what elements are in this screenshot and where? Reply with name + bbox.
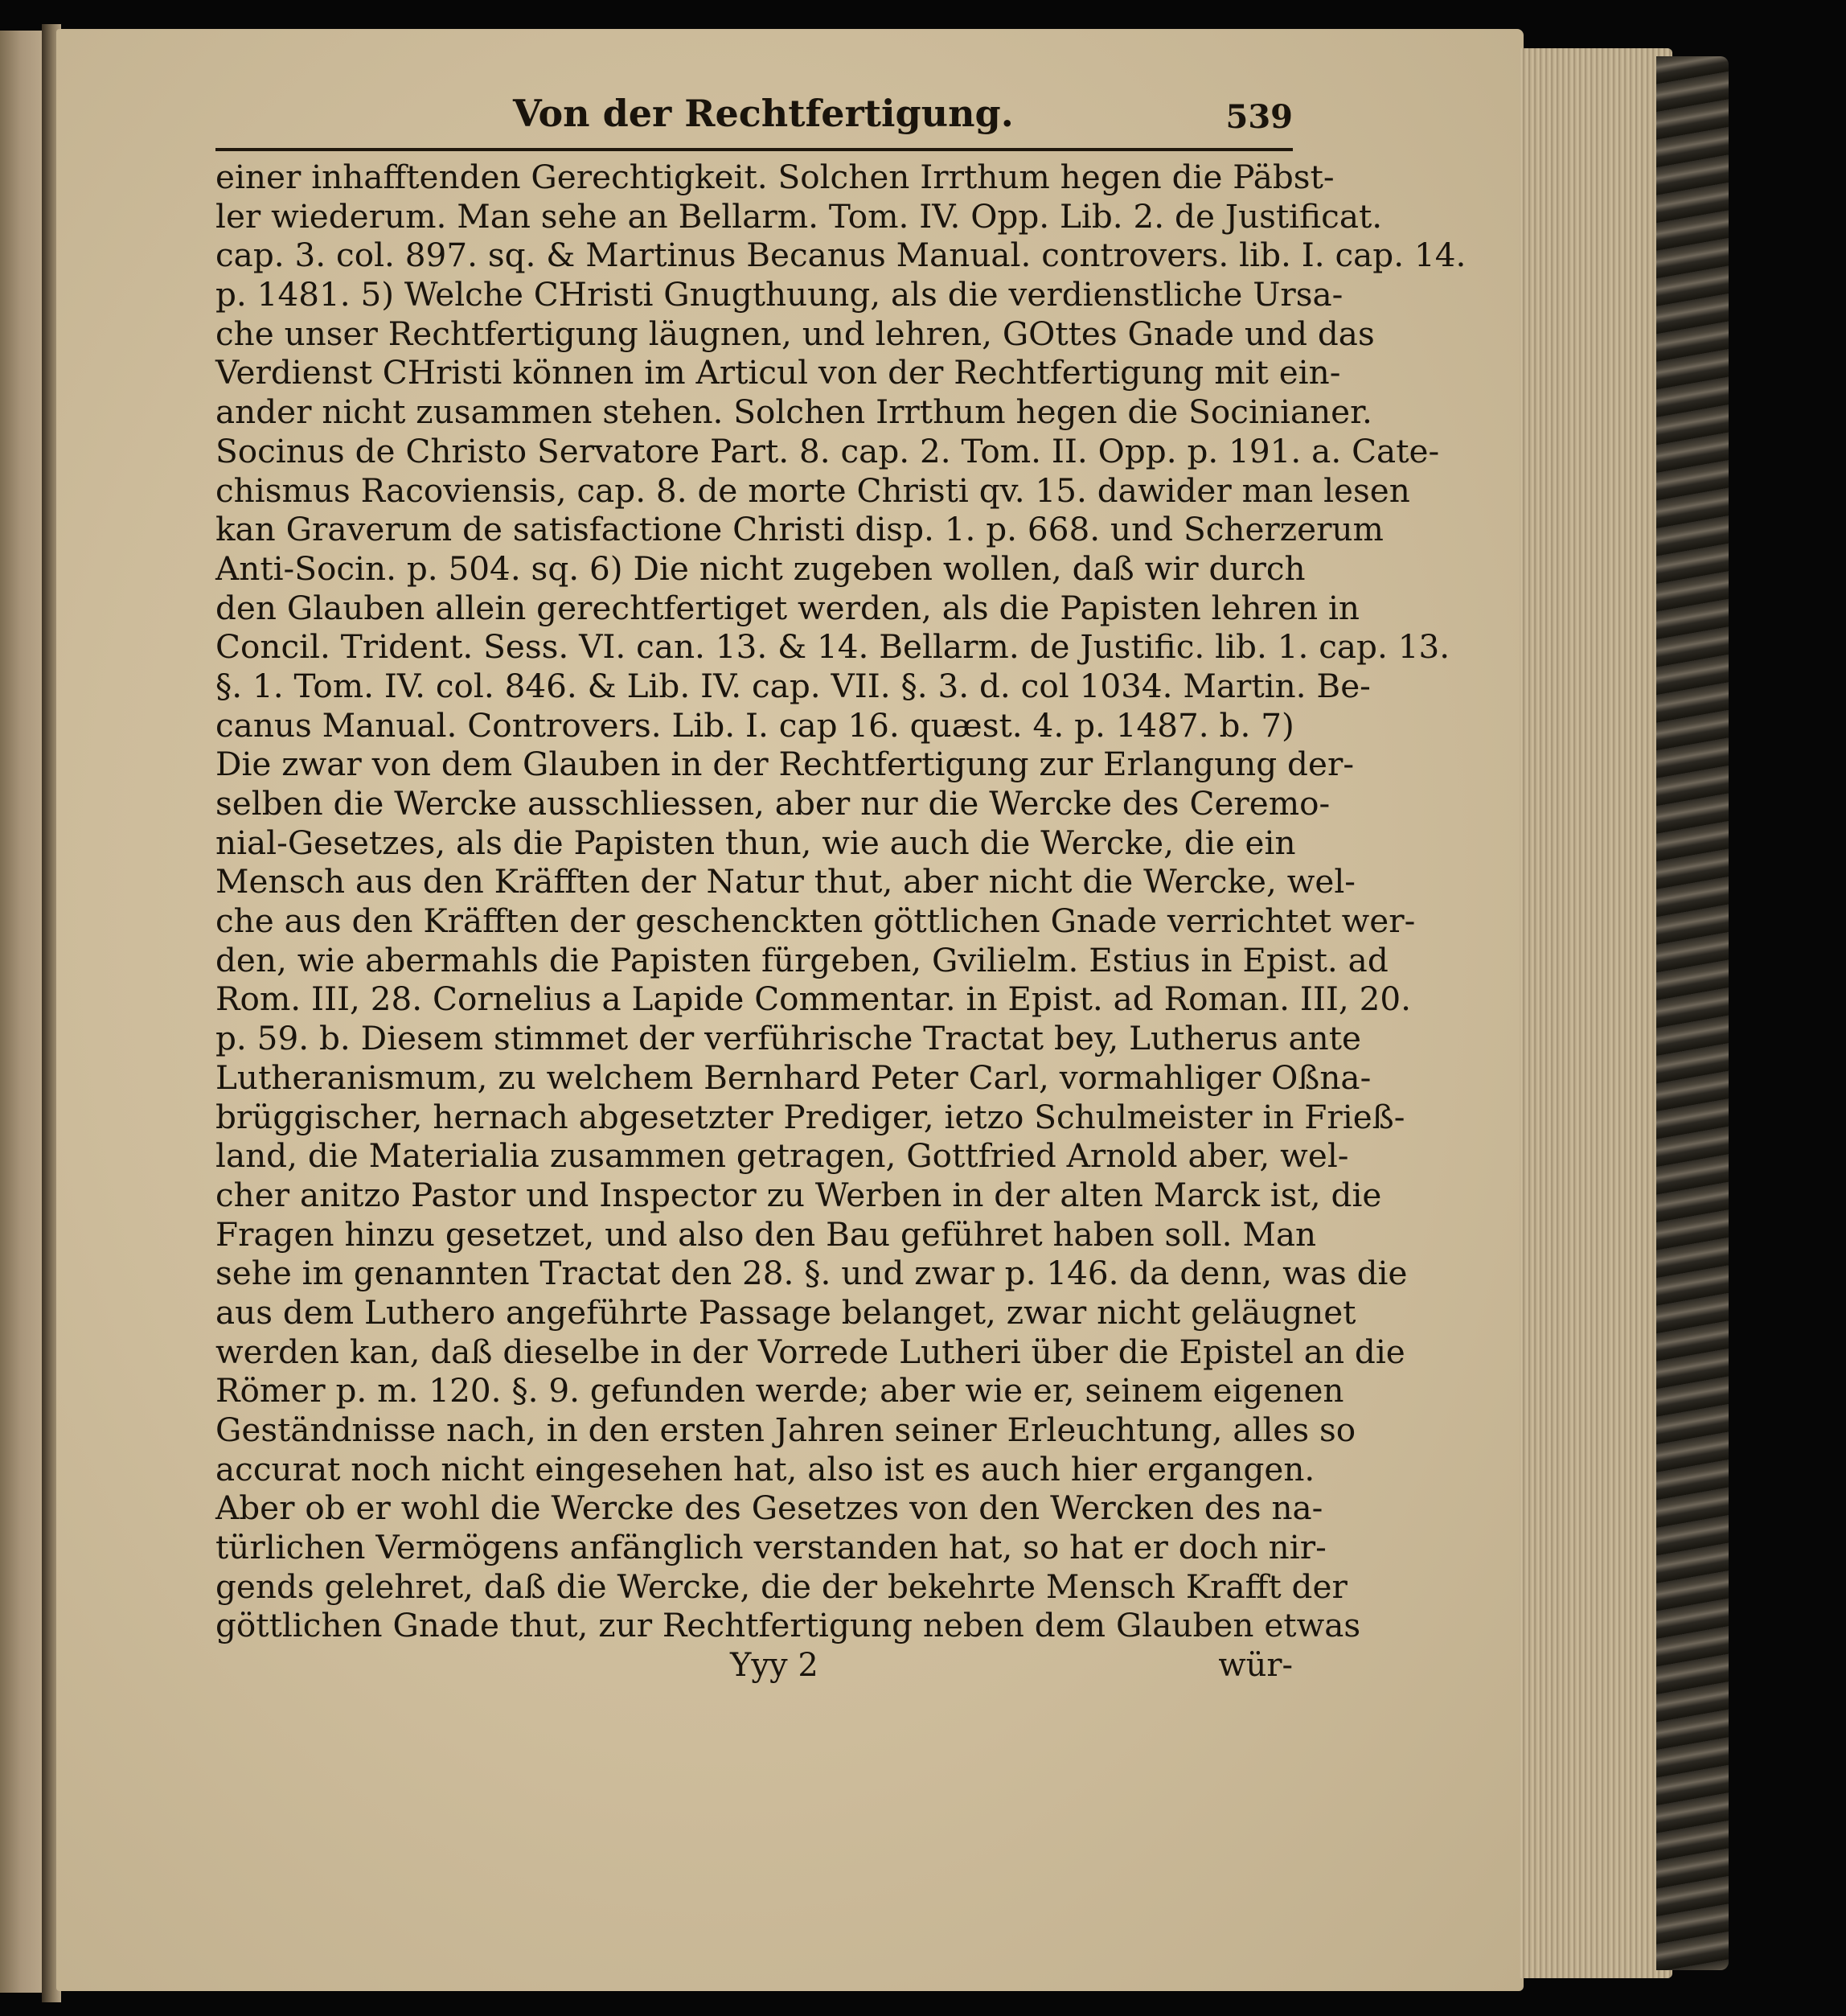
text-line: brüggischer, hernach abgesetzter Prediger, ietzo Schulmeister in Frieß- [215, 1097, 1405, 1136]
text-line: accurat noch nicht eingesehen hat, also ist es auch hier ergangen. [215, 1449, 1315, 1488]
text-line: türlichen Vermögens anfänglich verstanden hat, so hat er doch nir- [215, 1528, 1327, 1567]
text-line: göttlichen Gnade thut, zur Rechtfertigung neben dem Glauben etwas [215, 1606, 1361, 1645]
text-line: Mensch aus den Kräfften der Natur thut, aber nicht die Wercke, wel- [215, 862, 1356, 901]
running-head [215, 87, 1293, 143]
head-rule [215, 148, 1293, 151]
text-line: Lutheranismum, zu welchem Bernhard Peter Carl, vormahliger Oßna- [215, 1057, 1372, 1097]
text-line: Geständnisse nach, in den ersten Jahren seiner Erleuchtung, alles so [215, 1410, 1356, 1449]
text-line: Aber ob er wohl die Wercke des Gesetzes von den Wercken des na- [215, 1488, 1323, 1528]
text-line: den Glauben allein gerechtfertiget werden, als die Papisten lehren in [215, 588, 1360, 627]
text-line: land, die Materialia zusammen getragen, Gottfried Arnold aber, wel- [215, 1136, 1349, 1176]
running-head-title: Von der Rechtfertigung. [513, 92, 1014, 135]
text-line: ander nicht zusammen stehen. Solchen Irrthum hegen die Socinianer. [215, 392, 1372, 432]
text-line: Römer p. m. 120. §. 9. gefunden werde; aber wie er, seinem eigenen [215, 1371, 1344, 1410]
text-line: che aus den Kräfften der geschenckten göttlichen Gnade verrichtet wer- [215, 901, 1416, 941]
text-line: canus Manual. Controvers. Lib. I. cap 16. quæst. 4. p. 1487. b. 7) [215, 705, 1294, 745]
text-line: Concil. Trident. Sess. VI. can. 13. & 14. Bellarm. de Justific. lib. 1. cap. 13. [215, 627, 1450, 667]
text-line: nial-Gesetzes, als die Papisten thun, wie auch die Wercke, die ein [215, 823, 1296, 862]
text-line: kan Graverum de satisfactione Christi disp. 1. p. 668. und Scherzerum [215, 510, 1384, 549]
text-line: selben die Wercke ausschliessen, aber nur die Wercke des Ceremo- [215, 784, 1331, 823]
text-line: werden kan, daß dieselbe in der Vorrede Lutheri über die Epistel an die [215, 1332, 1405, 1371]
text-line: sehe im genannten Tractat den 28. §. und zwar p. 146. da denn, was die [215, 1254, 1408, 1293]
page-foot [215, 1647, 1293, 1687]
text-line: che unser Rechtfertigung läugnen, und lehren, GOttes Gnade und das [215, 314, 1375, 353]
text-line: chismus Racoviensis, cap. 8. de morte Christi qv. 15. dawider man lesen [215, 470, 1410, 510]
text-line: Verdienst CHristi können im Articul von der Rechtfertigung mit ein- [215, 353, 1341, 392]
text-line: den, wie abermahls die Papisten fürgeben, Gvilielm. Estius in Epist. ad [215, 940, 1389, 979]
text-line: Anti-Socin. p. 504. sq. 6) Die nicht zugeben wollen, daß wir durch [215, 548, 1306, 588]
verso-page-edge [0, 31, 47, 1993]
text-block [215, 87, 1467, 1687]
body-text [215, 158, 1467, 1645]
text-line: aus dem Luthero angeführte Passage belanget, zwar nicht geläugnet [215, 1292, 1356, 1332]
text-line: cap. 3. col. 897. sq. & Martinus Becanus Manual. controvers. lib. I. cap. 14. [215, 236, 1467, 275]
text-line: cher anitzo Pastor und Inspector zu Werben in der alten Marck ist, die [215, 1175, 1382, 1214]
page-fore-edge [1520, 48, 1672, 1978]
signature-mark: Yyy 2 [730, 1647, 818, 1685]
catchword: wür- [1218, 1647, 1293, 1685]
text-line: p. 59. b. Diesem stimmet der verführische Tractat bey, Lutherus ante [215, 1019, 1361, 1058]
text-line: §. 1. Tom. IV. col. 846. & Lib. IV. cap. VII. §. 3. d. col 1034. Martin. Be- [215, 666, 1371, 705]
text-line: gends gelehret, daß die Wercke, die der bekehrte Mensch Krafft der [215, 1566, 1348, 1606]
marbled-cover [1656, 56, 1729, 1970]
text-line: p. 1481. 5) Welche CHristi Gnugthuung, als die verdienstliche Ursa- [215, 275, 1343, 314]
text-line: Socinus de Christo Servatore Part. 8. cap. 2. Tom. II. Opp. p. 191. a. Cate- [215, 431, 1440, 470]
text-line: einer inhafftenden Gerechtigkeit. Solchen Irrthum hegen die Päbst- [215, 158, 1335, 196]
text-line: Die zwar von dem Glauben in der Rechtfertigung zur Erlangung der- [215, 745, 1354, 784]
page-number: 539 [1225, 98, 1293, 136]
text-line: Rom. III, 28. Cornelius a Lapide Commentar. in Epist. ad Roman. III, 20. [215, 979, 1412, 1019]
text-line: Fragen hinzu gesetzet, und also den Bau geführet haben soll. Man [215, 1214, 1317, 1254]
text-line: ler wiederum. Man sehe an Bellarm. Tom. IV. Opp. Lib. 2. de Justificat. [215, 196, 1383, 236]
